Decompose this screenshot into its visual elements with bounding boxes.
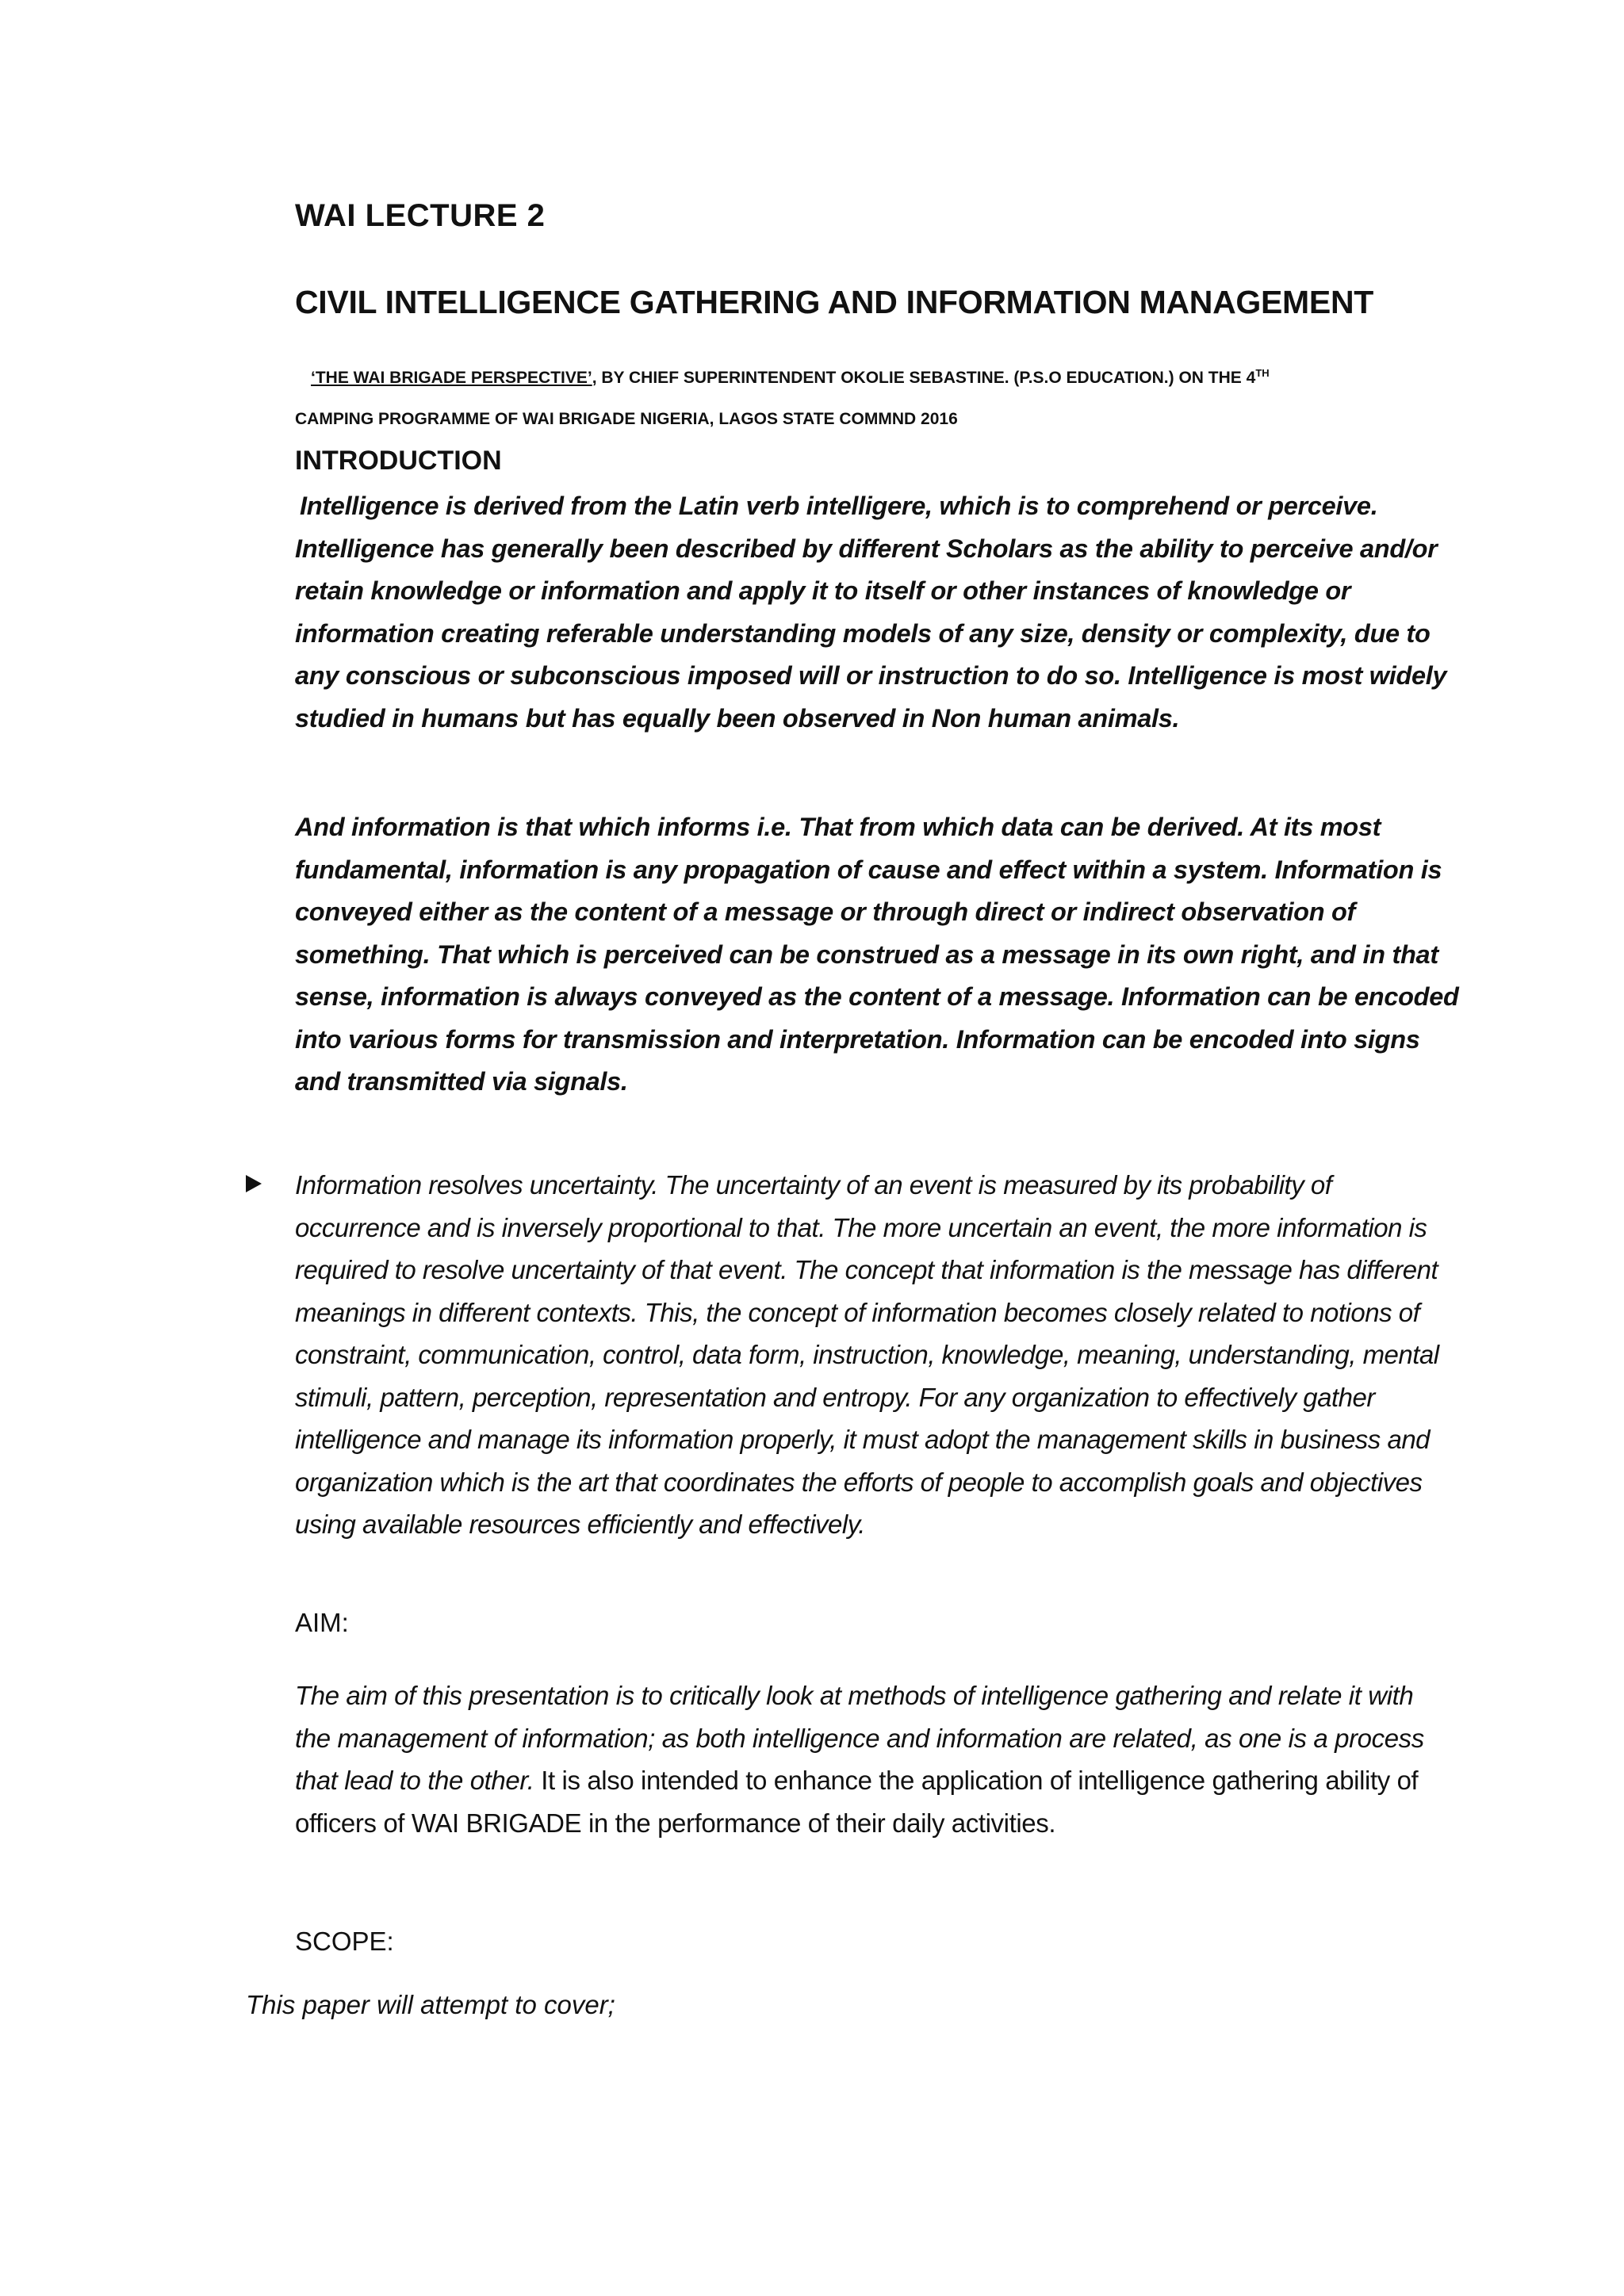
aim-label: AIM: xyxy=(295,1608,349,1637)
byline-superscript: TH xyxy=(1255,367,1270,379)
byline xyxy=(295,353,1453,440)
introduction-heading: INTRODUCTION xyxy=(295,446,502,476)
aim-paragraph-italic: The aim of this presentation is to critically look at methods of intelligence gathering and relate it with the management of information; as both intelligence and information are related, as one is a process that lead to the other. xyxy=(295,1681,1424,1795)
aim-paragraph-regular: It is also intended to enhance the application of intelligence gathering ability of officers of WAI BRIGADE in the performance of their daily activities. xyxy=(295,1766,1419,1838)
intro-paragraph-2: And information is that which informs i.e. That from which data can be derived. At its most fundamental, information is any propagation of cause and effect within a system. Information is conveyed either as the content of a message or through direct or indirect observation of something. That which is perceived can be construed as a message in its own right, and in that sense, information is always conveyed as the content of a message. Information can be encoded into various forms for transmission and interpretation. Information can be encoded into signs and transmitted via signals. xyxy=(295,813,1459,1096)
triangle-bullet-icon xyxy=(246,1175,262,1192)
main-title: CIVIL INTELLIGENCE GATHERING AND INFORMATION MANAGEMENT xyxy=(295,284,1374,320)
byline-line-2: CAMPING PROGRAMME OF WAI BRIGADE NIGERIA, LAGOS STATE COMMND 2016 xyxy=(295,410,958,428)
lecture-title: WAI LECTURE 2 xyxy=(295,198,546,233)
byline-perspective: ‘THE WAI BRIGADE PERSPECTIVE’ xyxy=(311,369,592,387)
intro-paragraph-1-text: Intelligence is derived from the Latin verb intelligere, which is to comprehend or perceive. Intelligence has generally been described by different Scholars as the ability to perceive and/or retain knowledge or information and apply it to itself or other instances of knowledge or information creating referable understanding models of any size, density or complexity, due to any conscious or subconscious imposed will or instruction to do so. Intelligence is most widely studied in humans but has equally been observed in Non human animals. xyxy=(295,492,1447,733)
aim-paragraph xyxy=(295,1674,1437,1844)
closing-line: This paper will attempt to cover; xyxy=(246,1990,615,2019)
bullet-paragraph: Information resolves uncertainty. The uncertainty of an event is measured by its probability of occurrence and is inversely proportional to that. The more uncertain an event, the more information is required to resolve uncertainty of that event. The concept that information is the message has different meanings in different contexts. This, the concept of information becomes closely related to notions of constraint, communication, control, data form, instruction, knowledge, meaning, understanding, mental stimuli, pattern, perception, representation and entropy. For any organization to effectively gather intelligence and manage its information properly, it must adopt the management skills in business and organization which is the art that coordinates the efforts of people to accomplish goals and objectives using available resources efficiently and effectively. xyxy=(295,1170,1439,1539)
scope-label: SCOPE: xyxy=(295,1927,394,1956)
intro-paragraph-1 xyxy=(295,485,1461,740)
byline-text: , BY CHIEF SUPERINTENDENT OKOLIE SEBASTINE. (P.S.O EDUCATION.) ON THE 4 xyxy=(592,369,1256,387)
